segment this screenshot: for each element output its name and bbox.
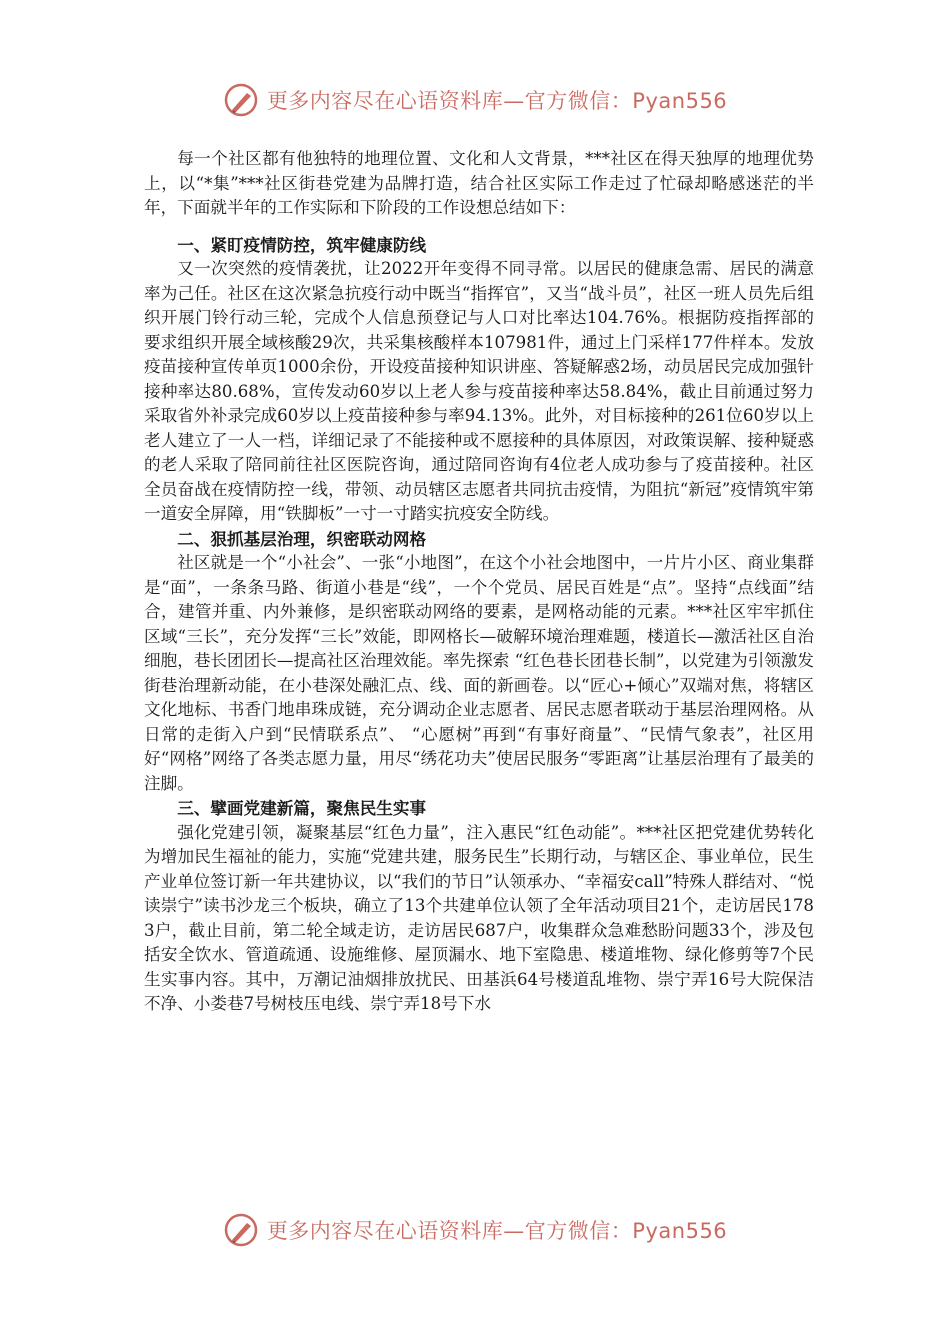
header-watermark — [0, 80, 950, 120]
section-body-3: 强化党建引领，凝聚基层“红色力量”，注入惠民“红色动能”。***社区把党建优势转化为增加民生福祉的能力，实施“党建共建，服务民生”长期行动，与辖区企、事业单位，民生产业单位签订新一年共建协议，以“我们的节日”认领承办、“幸福安call”特殊人群结对、“悦读崇宁”读书沙龙三个板块，确立了13个共建单位认领了全年活动项目21个，走访居民1783户，截止目前，第二轮全域走访，走访居民687户，收集群众急难愁盼问题33个，涉及包括安全饮水、管道疏通、设施维修、屋顶漏水、地下室隐患、楼道堆物、绿化修剪等7个民生实事内容。其中，万潮记油烟排放扰民、田基浜64号楼道乱堆物、崇宁弄16号大院保洁不净、小娄巷7号树枝压电线、崇宁弄18号下水 — [144, 822, 814, 1013]
watermark-text: 更多内容尽在心语资料库—官方微信：Pyan556 — [266, 89, 728, 113]
footer-watermark — [0, 1210, 950, 1250]
pen-logo-icon — [223, 1212, 259, 1248]
section-body-1: 又一次突然的疫情袭扰，让2022开年变得不同寻常。以居民的健康急需、居民的满意率为己任。社区在这次紧急抗疫行动中既当“指挥官”，又当“战斗员”，社区一班人员先后组织开展门铃行动三轮，完成个人信息预登记与人口对比率达104.76%。根据防疫指挥部的要求组织开展全域核酸29次，共采集核酸样本107981件，通过上门采样177件样本。发放疫苗接种宣传单页1000余份，开设疫苗接种知识讲座、答疑解惑2场，动员居民完成加强针接种率达80.68%，宣传发动60岁以上老人参与疫苗接种率达58.84%，截止目前通过努力采取省外补录完成60岁以上疫苗接种参与率94.13%。此外，对目标接种的261位60岁以上老人建立了一人一档，详细记录了不能接种或不愿接种的具体原因，对政策误解、接种疑惑的老人采取了陪同前往社区医院咨询，通过陪同咨询有4位老人成功参与了疫苗接种。社区全员奋战在疫情防控一线，带领、动员辖区志愿者共同抗击疫情，为阻抗“新冠”疫情筑牢第一道安全屏障，用“铁脚板”一寸一寸踏实抗疫安全防线。 — [144, 259, 814, 523]
section-heading-2: 二、狠抓基层治理，织密联动网格 — [177, 528, 427, 549]
section-heading-1: 一、紧盯疫情防控，筑牢健康防线 — [177, 234, 427, 255]
section-body-2: 社区就是一个“小社会”、一张“小地图”，在这个小社会地图中，一片片小区、商业集群是“面”，一条条马路、街道小巷是“线”，一个个党员、居民百姓是“点”。坚持“点线面”结合，建管并重、内外兼修，是织密联动网络的要素，是网格动能的元素。***社区牢牢抓住区域“三长”，充分发挥“三长”效能，即网格长—破解环境治理难题，楼道长—激活社区自治细胞，巷长团团长—提高社区治理效能。率先探索 “红色巷长团巷长制”，以党建为引领激发街巷治理新动能，在小巷深处融汇点、线、面的新画卷。以“匠心+倾心”双端对焦，将辖区文化地标、书香门地串珠成链，充分调动企业志愿者、居民志愿者联动于基层治理网格。从日常的走街入户到“民情联系点”、 “心愿树”再到“有事好商量”、“民情气象表”，社区用好“网格”网络了各类志愿力量，用尽“绣花功夫”使居民服务“零距离”让基层治理有了最美的注脚。 — [144, 553, 814, 793]
intro-paragraph: 每一个社区都有他独特的地理位置、文化和人文背景，***社区在得天独厚的地理优势上，以“*集”***社区街巷党建为品牌打造，结合社区实际工作走过了忙碌却略感迷茫的半年，下面就半年的工作实际和下阶段的工作设想总结如下： — [144, 149, 814, 217]
document-body — [144, 147, 814, 1017]
watermark-text: 更多内容尽在心语资料库—官方微信：Pyan556 — [266, 1219, 728, 1243]
pen-logo-icon — [223, 82, 259, 118]
section-heading-3: 三、擘画党建新篇，聚焦民生实事 — [177, 798, 427, 818]
